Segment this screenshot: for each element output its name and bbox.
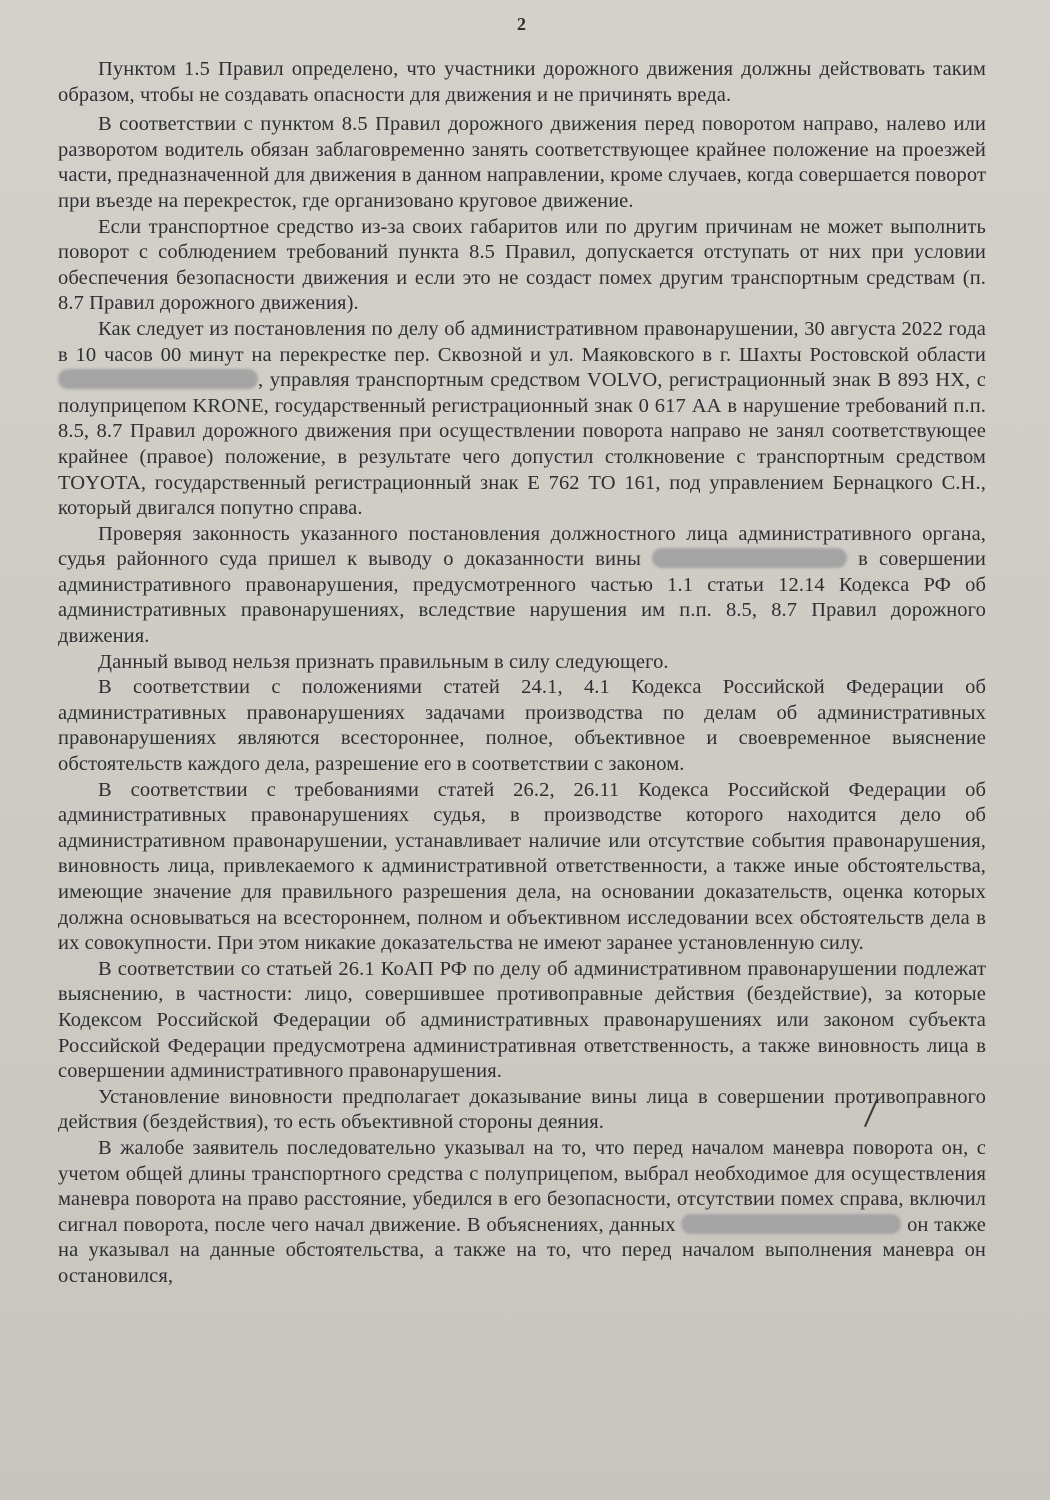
- redacted-name-1: [58, 369, 258, 389]
- paragraph-5-part-1: Проверяя законность указанного постановления должностного лица административного органа, судья районного суда пришел к выводу о доказанности вины: [58, 522, 986, 571]
- paragraph-10: Установление виновности предполагает доказывание вины лица в совершении противоправного действия (бездействия), то есть объективной стороны деяния.: [58, 1085, 986, 1134]
- paragraph-4-part-1: Как следует из постановления по делу об административном правонарушении, 30 августа 2022 года в 10 часов 00 минут на перекрестке пер. Сквозной и ул. Маяковского в г. Шахты Ростовской области: [58, 317, 986, 366]
- paragraph-7: В соответствии с положениями статей 24.1, 4.1 Кодекса Российской Федерации об административных правонарушениях задачами производства по делам об административных правонарушениях являются всестороннее, полное, объективное и своевременное выяснение обстоятельств каждого дела, разрешение его в соответствии с законом.: [58, 676, 986, 776]
- paragraph-5-part-2: в совершении административного правонарушения, предусмотренного частью 1.1 статьи 12.14 Кодекса РФ об административных правонарушениях, вследствие нарушения им п.п. 8.5, 8.7 Правил дорожного движения.: [58, 548, 987, 648]
- paragraph-6: Данный вывод нельзя признать правильным в силу следующего.: [98, 650, 669, 673]
- paragraph-5: [58, 522, 986, 650]
- paragraph-11-part-1: В жалобе заявитель последовательно указывал на то, что перед началом маневра поворота он, с учетом общей длины транспортного средства с полуприцепом, выбрал необходимое для осуществления маневра поворота на право расстояние, убедился в его безопасности, отсутствии помех справа, включил сигнал поворота, после чего начал движение. В объяснениях, данных: [58, 1136, 986, 1236]
- paragraph-2: В соответствии с пунктом 8.5 Правил дорожного движения перед поворотом направо, налево или разворотом водитель обязан заблаговременно занять соответствующее крайнее положение на проезжей части, предназначенной для движения в данном направлении, кроме случаев, когда совершается поворот при въезде на перекресток, где организовано круговое движение.: [58, 113, 986, 212]
- redacted-name-3: [681, 1214, 901, 1234]
- page-number: 2: [517, 14, 527, 34]
- redacted-name-2: [652, 548, 847, 568]
- paragraph-9: В соответствии со статьей 26.1 КоАП РФ по делу об административном правонарушении подлежат выяснению, в частности: лицо, совершившее противоправные действия (бездействие), за которые Кодексом Российской Федерации об административных правонарушениях или законом субъекта Российской Федерации предусмотрена административная ответственность, а также виновность лица в совершении административного правонарушения.: [58, 957, 986, 1083]
- paragraph-1: Пунктом 1.5 Правил определено, что участники дорожного движения должны действовать таким образом, чтобы не создавать опасности для движения и не причинять вреда.: [58, 58, 986, 106]
- paragraph-11: [58, 1136, 986, 1290]
- paragraph-8: В соответствии с требованиями статей 26.2, 26.11 Кодекса Российской Федерации об административных правонарушениях судья, в производстве которого находится дело об административном правонарушении, устанавливает наличие или отсутствие события правонарушения, виновность лица, привлекаемого к административной ответственности, а также иные обстоятельства, имеющие значение для правильного разрешения дела, на основании доказательств, оценка которых должна основываться на всестороннем, полном и объективном исследовании всех обстоятельств дела в их совокупности. При этом никакие доказательства не имеют заранее установленную силу.: [58, 778, 986, 955]
- paragraph-4: [58, 317, 986, 522]
- paragraph-11-part-2: он также на указывал на данные обстоятельства, а также на то, что перед началом выполнения маневра он остановился,: [58, 1213, 987, 1287]
- paragraph-4-part-2: , управляя транспортным средством VOLVO, регистрационный знак В 893 НХ, с полуприцепом KRONE, государственный регистрационный знак 0 617 АА в нарушение требований п.п. 8.5, 8.7 Правил дорожного движения при осуществлении поворота направо не занял соответствующее крайнее (правое) положение, в результате чего допустил столкновение с транспортным средством TOYOTA, государственный регистрационный знак Е 762 ТО 161, под управлением Бернацкого С.Н., который двигался попутно справа.: [58, 369, 986, 520]
- paragraph-3: Если транспортное средство из-за своих габаритов или по другим причинам не может выполнить поворот с соблюдением требований пункта 8.5 Правил, допускается отступать от них при условии обеспечения безопасности движения и если это не создаст помех другим транспортным средствам (п. 8.7 Правил дорожного движения).: [58, 215, 986, 315]
